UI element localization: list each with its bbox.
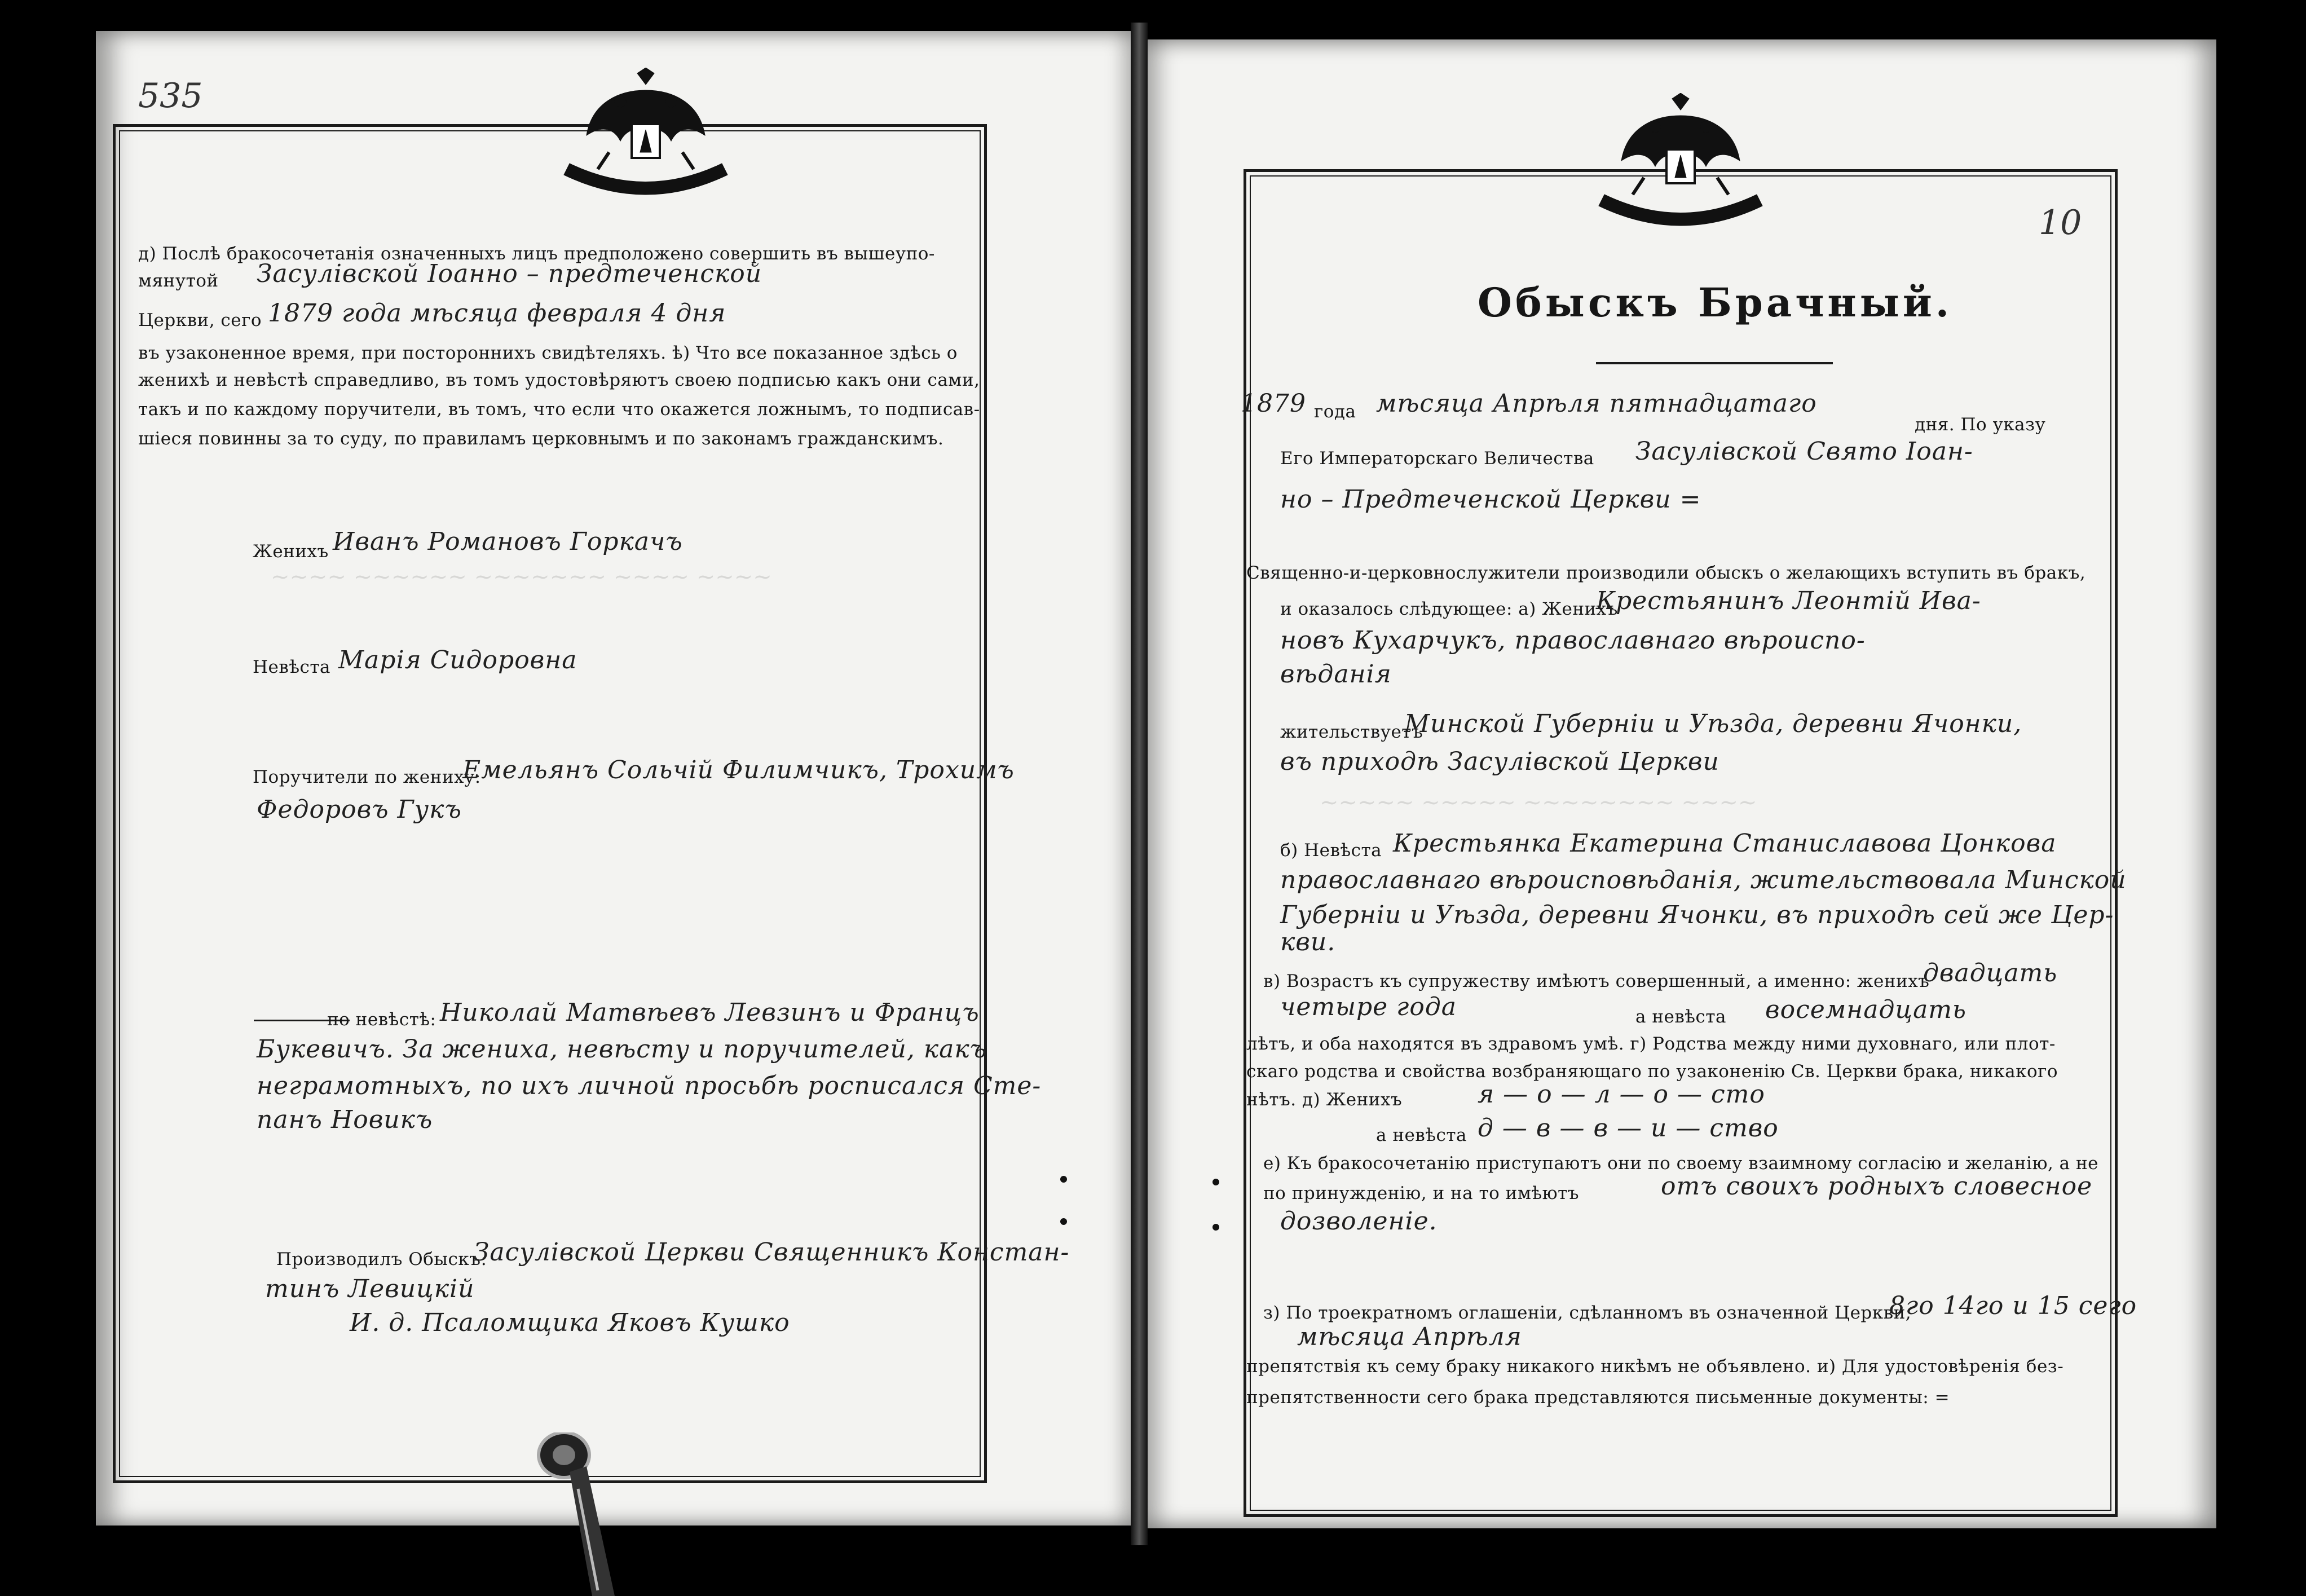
para-v-line5-label: нѣтъ. д) Женихъ [1246, 1090, 1403, 1110]
double-headed-eagle-icon [1588, 93, 1774, 234]
para-d-line6: такъ и по каждому поручители, въ томъ, что если что окажется ложнымъ, то подписав- [138, 399, 980, 420]
banns-month: мѣсяца Апрѣля [1297, 1322, 1522, 1351]
pin-mark [1060, 1176, 1067, 1183]
bride-guarantors-line3: неграмотныхъ, по ихъ личной просьбѣ росписался Сте- [257, 1072, 1042, 1100]
para-d-line2-label: мянутой [138, 271, 219, 291]
title-underline [1596, 362, 1833, 364]
groom-right-line4: вѣданія [1280, 660, 1392, 689]
performed-by-line3: И. д. Псаломщика Яковъ Кушко [350, 1308, 790, 1337]
intro-line3-hand: но – Предтеченской Церкви = [1280, 485, 1701, 514]
bride-right-label: б) Невѣста [1280, 840, 1382, 861]
bride-right-line3: Губерніи и Уѣзда, деревни Ячонки, въ приходѣ сей же Цер- [1280, 901, 2114, 929]
para-z-line3: препятствія къ сему браку никакого никѣмъ не объявлено. и) Для удостовѣренія без- [1246, 1356, 2064, 1377]
groom-status: я — о — л — о — сто [1478, 1080, 1765, 1109]
pin-mark [1212, 1179, 1219, 1185]
groom-label: Женихъ [253, 541, 329, 562]
bride-label: Невѣста [253, 657, 331, 677]
para-d-line5: женихѣ и невѣстѣ справедливо, въ томъ удостовѣряютъ своею подписью какъ они сами, [138, 370, 980, 390]
residence-line2: въ приходѣ Засулівской Церкви [1280, 747, 1719, 776]
groom-right: Крестьянинъ Леонтій Ива- [1596, 587, 1981, 615]
intro-line2-label: Его Императорскаго Величества [1280, 448, 1594, 469]
para-v-line6-label: а невѣста [1376, 1125, 1467, 1145]
groom-guarantors-line1: Емельянъ Сольчій Филимчикъ, Трохимъ [462, 756, 1015, 784]
document-title: Обыскъ Брачный. [1478, 279, 1953, 326]
book-gutter [1131, 23, 1148, 1545]
bride-guarantors-line4: панъ Новикъ [257, 1105, 433, 1134]
residence-line1: Минской Губерніи и Уѣзда, деревни Ячонки, [1404, 709, 2022, 738]
performed-by-label: Производилъ Обыскъ: [276, 1249, 487, 1269]
para-d-line3-label: Церкви, сего [138, 310, 262, 330]
para-d-line4: въ узаконенное время, при постороннихъ свидѣтеляхъ. ѣ) Что все показанное здѣсь о [138, 343, 958, 363]
para-d-line7: шіеся повинны за то суду, по правиламъ церковнымъ и по законамъ гражданскимъ. [138, 429, 944, 449]
bride-status: д — в — в — и — ство [1478, 1114, 1779, 1143]
groom-right-line3: новъ Кухарчукъ, православнаго вѣроиспо- [1280, 626, 1866, 655]
double-headed-eagle-icon [553, 68, 739, 203]
folio-number: 10 [2039, 203, 2082, 243]
para-d-line1: д) Послѣ бракосочетанія означенныхъ лицъ предположено совершить въ вышеупо- [138, 244, 935, 264]
groom-guarantors-label: Поручители по жениху: [253, 767, 481, 787]
groom-name: Иванъ Романовъ Горкачъ [333, 527, 683, 556]
bride-guarantors-line1: Николай Матвѣевъ Левзинъ и Францъ [440, 998, 980, 1027]
bookmark-clip-icon [536, 1432, 626, 1596]
bride-guarantors-line2: Букевичъ. За жениха, невѣсту и поручителей, какъ [257, 1035, 987, 1064]
intro-month: мѣсяца Апрѣля пятнадцатаго [1376, 389, 1817, 418]
bride-right-line2: православнаго вѣроисповѣданія, жительствовала Минской [1280, 866, 2127, 894]
intro-year-label: года [1314, 402, 1356, 422]
intro-year: 1879 [1241, 389, 1306, 418]
groom-age-line2: четыре года [1280, 993, 1457, 1021]
para-z-line4: препятственности сего брака представляются письменные документы: = [1246, 1387, 1950, 1408]
para-a-line2-label: и оказалось слѣдующее: а) Женихъ [1280, 599, 1618, 619]
date-handwritten: 1879 года мѣсяца февраля 4 дня [268, 299, 726, 328]
bride-right-line4: кви. [1280, 928, 1336, 956]
bride-name: Марія Сидоровна [338, 646, 577, 674]
bleed-through-text: ~~~~~ ~~~~~ ~~~~~~~~ ~~~~ [1320, 790, 1757, 815]
bride-right-line1: Крестьянка Екатерина Станиславова Цонкова [1393, 829, 2057, 858]
consent-line1: отъ своихъ родныхъ словесное [1661, 1172, 2093, 1201]
groom-guarantors-line2: Федоровъ Гукъ [257, 795, 462, 824]
bride-guarantors-label: по невѣстѣ: [327, 1009, 436, 1030]
folio-number: 535 [138, 76, 203, 116]
bride-age: восемнадцать [1765, 995, 1967, 1024]
para-v-line3: лѣтъ, и оба находятся въ здравомъ умѣ. г) Родства между ними духовнаго, или плот- [1246, 1034, 2056, 1054]
church-name-handwritten: Засулівской Іоанно – предтеченской [257, 259, 762, 288]
intro-day-label: дня. По указу [1915, 415, 2046, 435]
para-v-line4: скаго родства и свойства возбраняющаго по узаконенію Св. Церкви брака, никакого [1246, 1061, 2058, 1082]
performed-by-line2: тинъ Левицкій [265, 1275, 475, 1303]
para-a-line1: Священно-и-церковнослужители производили обыскъ о желающихъ вступить въ бракъ, [1246, 563, 2086, 583]
consent-line2: дозволеніе. [1280, 1207, 1438, 1236]
para-e-line2-label: по принужденію, и на то имѣютъ [1263, 1183, 1579, 1203]
para-v-line1: в) Возрастъ къ супружеству имѣютъ совершенный, а именно: женихъ [1263, 971, 1930, 991]
para-e-line1: е) Къ бракосочетанію приступаютъ они по своему взаимному согласію и желанію, а не [1263, 1153, 2099, 1174]
pin-mark [1060, 1218, 1067, 1225]
banns-dates: 8го 14го и 15 сего [1889, 1291, 2137, 1320]
pin-mark [1212, 1224, 1219, 1231]
para-v-bride-label: а невѣста [1635, 1007, 1726, 1027]
residence-label: жительствуетъ [1280, 722, 1423, 742]
bleed-through-text: ~~~~ ~~~~~~ ~~~~~~~ ~~~~ ~~~~ [271, 564, 772, 590]
para-z-line1: з) По троекратномъ оглашеніи, сдѣланномъ въ означенной Церкви, [1263, 1303, 1912, 1323]
performed-by-line1: Засулівской Церкви Священникъ Констан- [474, 1238, 1070, 1267]
intro-line2-hand: Засулівской Свято Іоан- [1635, 437, 1973, 466]
groom-age: двадцать [1923, 959, 2058, 987]
